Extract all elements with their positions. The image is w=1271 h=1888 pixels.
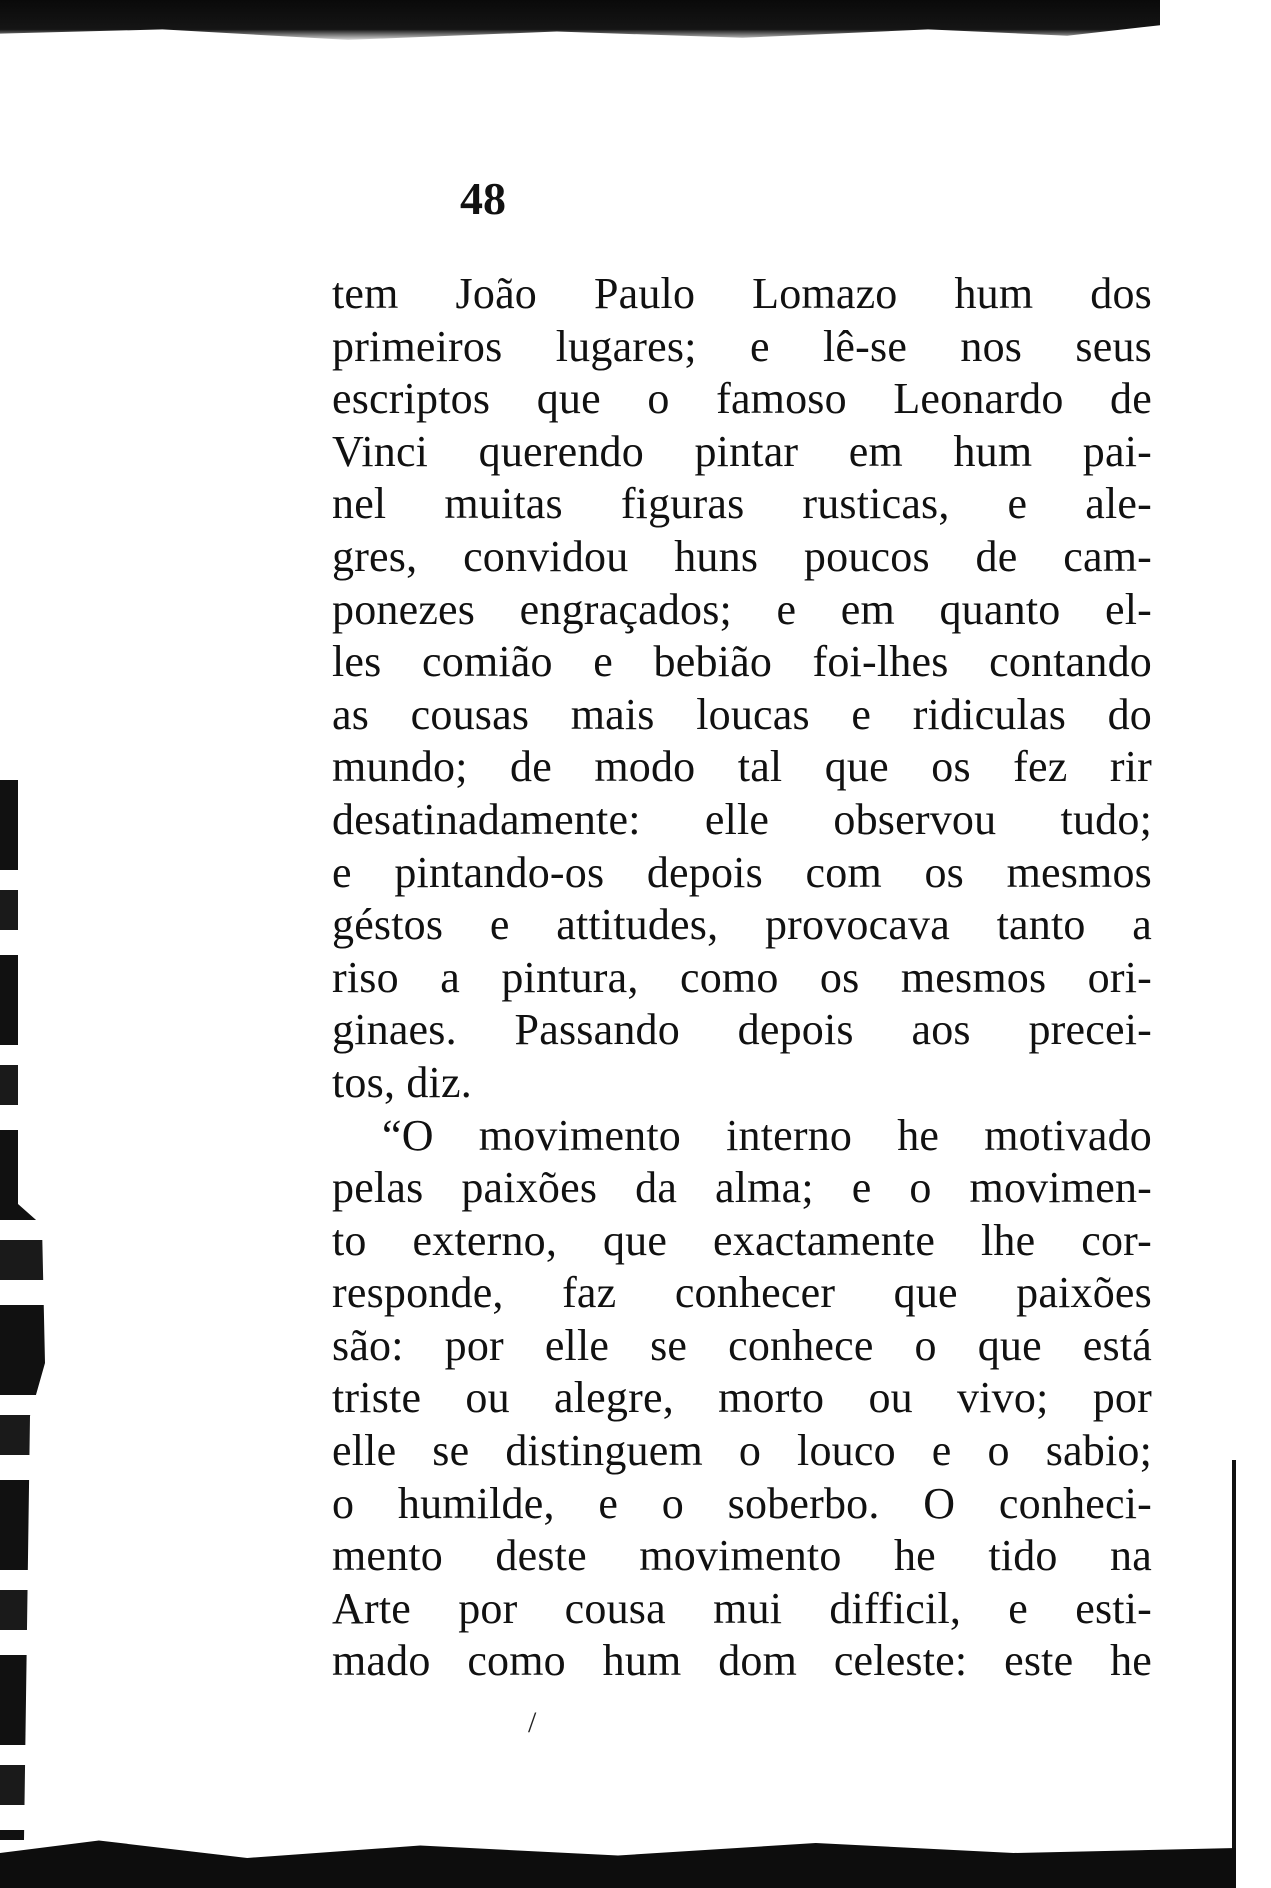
text-line: mento deste movimento he tido na: [332, 1531, 1152, 1581]
text-line: as cousas mais loucas e ridiculas do: [332, 689, 1152, 739]
text-line: responde, faz conhecer que paixões: [332, 1268, 1152, 1318]
body-text: [332, 268, 1152, 1688]
text-line: o humilde, e o soberbo. O conheci-: [332, 1478, 1152, 1528]
text-line: desatinadamente: elle observou tudo;: [332, 794, 1152, 844]
text-line: “O movimento interno he motivado: [382, 1110, 1152, 1160]
scan-edge-left: [0, 780, 60, 1840]
text-line: nel muitas figuras rusticas, e ale-: [332, 479, 1152, 529]
text-line: Arte por cousa mui difficil, e esti-: [332, 1583, 1152, 1633]
text-line: tem João Paulo Lomazo hum dos: [332, 269, 1152, 318]
text-line: to externo, que exactamente lhe cor-: [332, 1215, 1152, 1265]
page-number: 48: [460, 173, 506, 224]
text-line: mundo; de modo tal que os fez rir: [332, 742, 1152, 792]
text-line: escriptos que o famoso Leonardo de: [332, 374, 1152, 424]
text-line: gres, convidou huns poucos de cam-: [332, 531, 1152, 581]
text-line: elle se distinguem o louco e o sabio;: [332, 1426, 1152, 1476]
stray-ink-mark: /: [528, 1706, 537, 1739]
text-line: géstos e attitudes, provocava tanto a: [332, 900, 1152, 950]
text-line: e pintando-os depois com os mesmos: [332, 847, 1152, 897]
scan-edge-right: [1232, 1460, 1236, 1860]
text-line: triste ou alegre, morto ou vivo; por: [332, 1373, 1152, 1423]
text-line: Vinci querendo pintar em hum pai-: [332, 426, 1152, 476]
text-line: ginaes. Passando depois aos precei-: [332, 1005, 1152, 1055]
text-line: ponezes engraçados; e em quanto el-: [332, 584, 1152, 634]
text-line: riso a pintura, como os mesmos ori-: [332, 952, 1152, 1002]
text-line: les comião e bebião foi-lhes contando: [332, 637, 1152, 687]
scan-edge-top: [0, 0, 1160, 42]
text-line: pelas paixões da alma; e o movimen-: [332, 1163, 1152, 1213]
scan-edge-bottom: [0, 1838, 1236, 1888]
text-line: tos, diz.: [332, 1057, 472, 1107]
text-line: primeiros lugares; e lê-se nos seus: [332, 321, 1152, 371]
text-line: mado como hum dom celeste: este he: [332, 1636, 1152, 1686]
text-line: são: por elle se conhece o que está: [332, 1320, 1152, 1370]
